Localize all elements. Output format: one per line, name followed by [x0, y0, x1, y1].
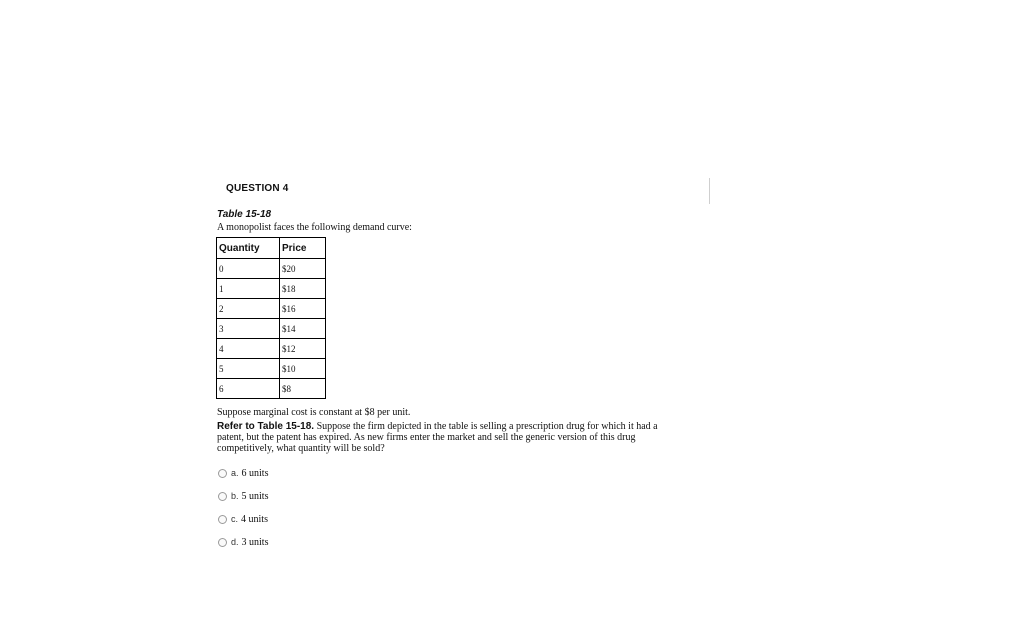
quantity-cell: 5 — [217, 359, 280, 379]
option-c[interactable] — [218, 512, 268, 526]
option-letter: b. — [231, 491, 239, 501]
table-row — [217, 339, 326, 359]
table-caption: Table 15-18 — [217, 209, 272, 220]
option-label: 6 units — [241, 467, 269, 479]
price-cell: $18 — [280, 279, 326, 299]
price-cell: $14 — [280, 319, 326, 339]
option-letter: d. — [231, 537, 239, 547]
quantity-cell: 4 — [217, 339, 280, 359]
radio-button[interactable] — [218, 538, 227, 547]
option-label: 5 units — [241, 490, 269, 502]
option-label: 4 units — [241, 513, 268, 525]
quantity-cell: 3 — [217, 319, 280, 339]
price-cell: $8 — [280, 379, 326, 399]
option-a[interactable] — [218, 466, 268, 480]
header-quantity: Quantity — [217, 238, 280, 259]
header-price: Price — [280, 238, 326, 259]
quantity-cell: 1 — [217, 279, 280, 299]
table-row — [217, 319, 326, 339]
quantity-cell: 6 — [217, 379, 280, 399]
quantity-cell: 2 — [217, 299, 280, 319]
question-body: Suppose the firm depicted in the table is selling a prescription drug for which it had a patent, but the patent has expired. As new firms enter the market and sell the generic version of this drug competitively, what quantity will be sold? — [217, 421, 658, 454]
table-reference: Refer to Table 15-18. — [217, 421, 315, 432]
question-title: QUESTION 4 — [226, 183, 289, 194]
option-letter: a. — [231, 468, 239, 478]
table-row — [217, 259, 326, 279]
price-cell: $10 — [280, 359, 326, 379]
marginal-cost-note: Suppose marginal cost is constant at $8 per unit. — [217, 407, 411, 418]
option-b[interactable] — [218, 489, 268, 503]
option-letter: c. — [231, 514, 239, 524]
radio-button[interactable] — [218, 515, 227, 524]
table-header-row — [217, 238, 326, 259]
option-label: 3 units — [241, 536, 269, 548]
price-cell: $20 — [280, 259, 326, 279]
table-row — [217, 359, 326, 379]
table-row — [217, 379, 326, 399]
table-row — [217, 279, 326, 299]
intro-text: A monopolist faces the following demand curve: — [217, 222, 412, 233]
radio-button[interactable] — [218, 469, 227, 478]
quantity-cell: 0 — [217, 259, 280, 279]
price-cell: $16 — [280, 299, 326, 319]
divider — [709, 178, 710, 204]
price-cell: $12 — [280, 339, 326, 359]
option-d[interactable] — [218, 535, 268, 549]
question-text — [217, 421, 687, 454]
radio-button[interactable] — [218, 492, 227, 501]
table-row — [217, 299, 326, 319]
demand-table — [216, 237, 326, 399]
